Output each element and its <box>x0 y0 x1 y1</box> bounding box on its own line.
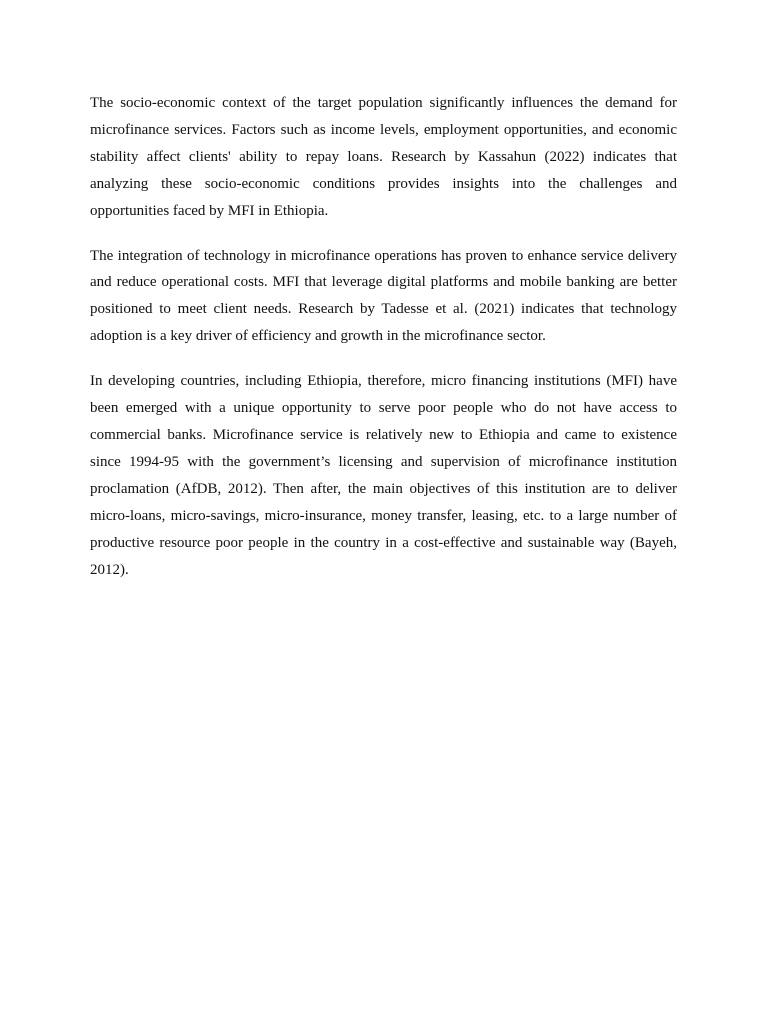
paragraph-technology-integration: The integration of technology in microfinance operations has proven to enhance service delivery and reduce operational costs. MFI that leverage digital platforms and mobile banking are better positioned to meet client needs. Research by Tadesse et al. (2021) indicates that technology adoption is a key driver of efficiency and growth in the microfinance sector. <box>90 247 677 345</box>
document-body <box>90 90 677 601</box>
paragraph-socio-economic-context: The socio-economic context of the target population significantly influences the demand for microfinance services. Factors such as income levels, employment opportunities, and economic stability affect clients' ability to repay loans. Research by Kassahun (2022) indicates that analyzing these socio-economic conditions provides insights into the challenges and opportunities faced by MFI in Ethiopia. <box>90 95 677 219</box>
paragraph-developing-countries-mfi: In developing countries, including Ethiopia, therefore, micro financing institutions (MFI) have been emerged with a unique opportunity to serve poor people who do not have access to commercial banks. Microfinance service is relatively new to Ethiopia and came to existence since 1994-95 with the government’s licensing and supervision of microfinance institution proclamation (AfDB, 2012). Then after, the main objectives of this institution are to deliver micro-loans, micro-savings, micro-insurance, money transfer, leasing, etc. to a large number of productive resource poor people in the country in a cost-effective and sustainable way (Bayeh, 2012). <box>90 373 677 578</box>
